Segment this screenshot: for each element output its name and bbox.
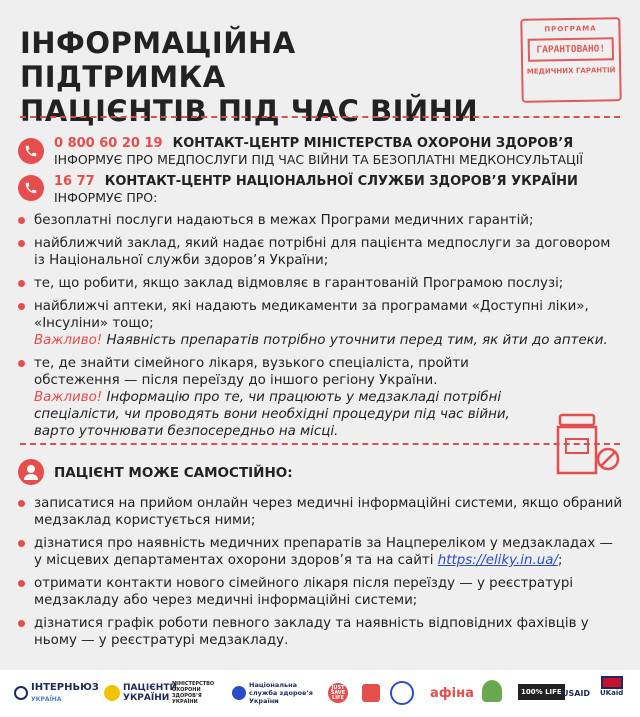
important-note: Важливо! Наявність препаратів потрібно уточнити перед тим, як йти до аптеки. — [34, 333, 608, 348]
logo-nszu: Національна служба здоров’я України — [232, 676, 322, 710]
logo-ukaid: UKaid — [600, 676, 623, 710]
eliky-link[interactable]: https://eliky.in.ua/ — [437, 553, 558, 568]
list-item: найближчі аптеки, які надають медикаменти за програмами «Доступні ліки», «Інсуліни» тощо; Важливо! Наявність препаратів потрібно уточнити перед тим, як йти до аптеки. — [18, 298, 624, 349]
divider-middle — [20, 443, 620, 445]
uk-flag-icon — [601, 676, 623, 689]
stamp-bottom: МЕДИЧНИХ ГАРАНТІЙ — [526, 66, 616, 76]
stamp-top: ПРОГРАМА — [544, 24, 597, 34]
phone-number-nszu[interactable]: 16 77 — [54, 174, 95, 189]
nszu-info-list — [18, 212, 624, 446]
important-tag: Важливо! — [34, 390, 103, 405]
patients-icon — [104, 685, 120, 701]
list-item: дізнатися графік роботи певного закладу та наявність відповідних фахівців у ньому — у реєстратурі медзакладу. — [18, 615, 624, 649]
cross-logo-icon — [390, 681, 414, 705]
heart-logo-icon — [362, 684, 380, 702]
nszu-icon — [232, 686, 246, 700]
self-section-title: ПАЦІЄНТ МОЖЕ САМОСТІЙНО: — [54, 465, 293, 481]
list-item: отримати контакти нового сімейного лікаря після переїзду — у реєстратурі медзакладу або через медичні інформаційні системи; — [18, 575, 624, 609]
logo-moz: МІНІСТЕРСТВО ОХОРОНИ ЗДОРОВ’Я УКРАЇНИ — [172, 681, 215, 705]
logo-100life: 100% LIFE — [518, 684, 565, 700]
important-tag: Важливо! — [34, 333, 103, 348]
page-title — [20, 26, 490, 128]
contact-moz-title: КОНТАКТ-ЦЕНТР МІНІСТЕРСТВА ОХОРОНИ ЗДОРОВ’Я — [172, 136, 574, 151]
contact-nszu-title: КОНТАКТ-ЦЕНТР НАЦІОНАЛЬНОЇ СЛУЖБИ ЗДОРОВ’Я УКРАЇНИ — [104, 174, 578, 189]
list-item: те, що робити, якщо заклад відмовляє в гарантованій Програмою послузі; — [18, 275, 624, 292]
list-item: дізнатися про наявність медичних препаратів за Нацпереліком у медзакладах — у місцевих департаментах охорони здоров’я та на сайті https://eliky.in.ua/; — [18, 535, 624, 569]
tree-logo-icon — [482, 680, 502, 702]
list-item: записатися на прийом онлайн через медичні інформаційні системи, якщо обраний медзаклад користується ними; — [18, 495, 624, 529]
important-note: Важливо! Інформацію про те, чи працюють у медзакладі потрібні спеціалісти, чи проводять вони необхідні процедури під час війни, варто уточнювати безпосередньо на місці. — [34, 390, 510, 439]
list-item: те, де знайти сімейного лікаря, вузького спеціаліста, пройти обстеження — після переїзду до іншого регіону України. Важливо! Інформацію про те, чи працюють у медзакладі потрібні спеціалісти, чи проводять вони необхідні процедури під час війни, варто уточнювати безпосередньо на місці. — [18, 355, 624, 440]
phone-icon — [18, 175, 44, 201]
list-item: безоплатні послуги надаються в межах Програми медичних гарантій; — [18, 212, 624, 229]
list-item: найближчий заклад, який надає потрібні для пацієнта медпослуги за договором із Національної служби здоров’я України; — [18, 235, 624, 269]
logo-afina: афіна — [430, 685, 474, 701]
logo-patients: ПАЦІЄНТИ УКРАЇНИ — [104, 676, 177, 710]
program-stamp — [520, 17, 621, 103]
phone-icon — [18, 138, 44, 164]
title-line-1: ІНФОРМАЦІЙНА ПІДТРИМКА — [20, 26, 296, 94]
pill-bottle-icon — [552, 413, 626, 477]
logo-justsavelife: JUST SAVE LIFE — [328, 683, 348, 703]
partner-logos-footer — [0, 670, 640, 717]
self-actions-list — [18, 495, 624, 655]
phone-number-moz[interactable]: 0 800 60 20 19 — [54, 136, 163, 151]
divider-top — [20, 116, 620, 118]
contact-nszu-subtitle: ІНФОРМУЄ ПРО: — [54, 190, 158, 205]
stamp-main: ГАРАНТОВАНО! — [528, 37, 614, 61]
contact-moz — [54, 136, 573, 152]
contact-moz-subtitle: ІНФОРМУЄ ПРО МЕДПОСЛУГИ ПІД ЧАС ВІЙНИ ТА БЕЗОПЛАТНІ МЕДКОНСУЛЬТАЦІЇ — [54, 152, 584, 167]
user-icon — [18, 459, 44, 485]
contact-nszu — [54, 174, 578, 190]
logo-internews: ІНТЕРНЬЮЗ УКРАЇНА — [14, 676, 99, 710]
title-line-2: ПАЦІЄНТІВ ПІД ЧАС ВІЙНИ — [20, 94, 479, 128]
logo-usaid: USAID — [562, 688, 591, 698]
internews-icon — [14, 686, 28, 700]
